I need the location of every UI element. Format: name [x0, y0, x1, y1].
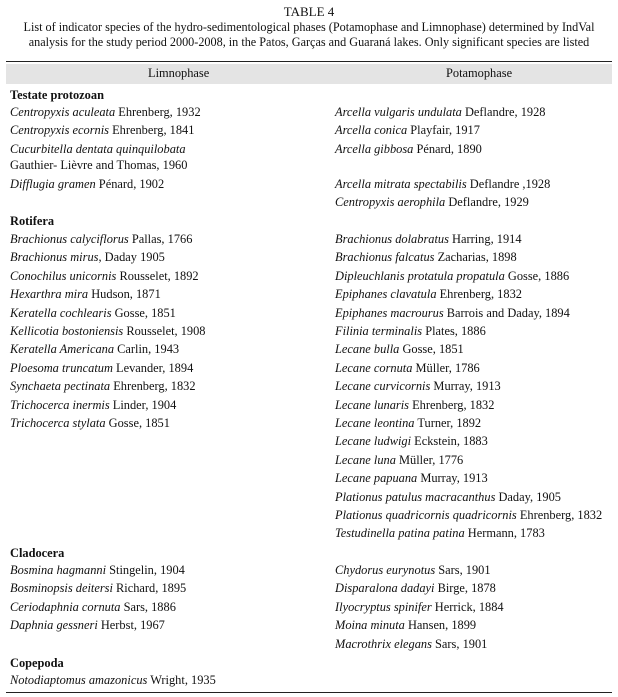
species-name: Difflugia gramen [10, 177, 96, 191]
species-name: Filinia terminalis [335, 324, 423, 338]
species-authority: Deflandre, 1929 [445, 195, 529, 210]
table-description: List of indicator species of the hydro-sedimentological phases (Potamophase and Limnophase) determined by IndVal analysis for the study period 2000-2008, in the Patos, Garças and Guaraná lakes. Only significant species are listed [23, 19, 595, 49]
species-entry [10, 415, 170, 431]
species-name: Trichocerca stylata [10, 416, 106, 430]
species-entry [335, 580, 496, 596]
column-header-bar [6, 64, 612, 84]
species-name: Ilyocryptus spinifer [335, 599, 432, 614]
species-authority: Rousselet, 1908 [123, 324, 206, 338]
species-entry [10, 104, 201, 120]
species-authority: Wright, 1935 [147, 673, 216, 687]
species-name: Cucurbitella dentata quinquilobata [10, 141, 186, 156]
species-authority: Pénard, 1890 [413, 141, 482, 156]
species-entry [335, 617, 476, 633]
species-name: Notodiaptomus amazonicus [10, 673, 148, 687]
species-entry [335, 231, 522, 247]
species-authority: Rousselet, 1892 [116, 268, 199, 283]
species-name: Arcella gibbosa [335, 141, 414, 156]
species-entry [335, 489, 561, 505]
species-name: Brachionus mirus [10, 250, 99, 265]
species-name: Lecane luna [335, 452, 396, 467]
species-entry [335, 599, 504, 615]
species-name: Arcella vulgaris undulata [335, 105, 462, 119]
species-name: Plationus patulus macracanthus [335, 489, 496, 504]
species-authority: Gauthier- Lièvre and Thomas, 1960 [10, 158, 188, 172]
species-entry [10, 378, 196, 394]
species-name: Lecane papuana [335, 471, 418, 486]
species-authority: Hermann, 1783 [464, 526, 545, 541]
species-authority: Daday, 1905 [495, 489, 561, 504]
species-authority: Murray, 1913 [417, 471, 488, 486]
species-authority: Levander, 1894 [112, 360, 194, 375]
species-entry [335, 433, 488, 449]
species-authority: Turner, 1892 [414, 416, 482, 430]
species-name: Brachionus calyciflorus [10, 232, 129, 246]
species-entry [335, 636, 487, 652]
species-name: Ceriodaphnia cornuta [10, 599, 121, 614]
species-authority: Gosse, 1851 [105, 416, 170, 430]
species-name: Lecane cornuta [335, 360, 413, 375]
species-authority: Herbst, 1967 [97, 618, 165, 633]
species-entry [10, 305, 176, 321]
species-entry [10, 323, 206, 339]
species-name: Bosminopsis deitersi [10, 581, 113, 596]
species-name: Centropyxis ecornis [10, 123, 109, 138]
species-authority: Sars, 1901 [435, 563, 491, 577]
species-entry [10, 341, 179, 357]
species-authority: Hudson, 1871 [88, 287, 161, 302]
species-entry [335, 249, 517, 265]
species-authority: Deflandre ,1928 [466, 177, 551, 191]
species-name: Testudinella patina patina [335, 526, 465, 541]
species-name: Daphnia gessneri [10, 618, 98, 633]
species-entry [335, 341, 464, 357]
species-authority: Gosse, 1851 [111, 305, 176, 320]
species-entry [335, 323, 486, 339]
species-name: Disparalona dadayi [335, 581, 435, 596]
species-entry [10, 360, 193, 376]
species-authority: Barrois and Daday, 1894 [443, 305, 570, 320]
species-authority: Birge, 1878 [434, 581, 496, 596]
species-authority: Stingelin, 1904 [106, 563, 185, 577]
species-name: Synchaeta pectinata [10, 379, 111, 394]
species-name: Epiphanes macrourus [335, 305, 444, 320]
species-authority: Gosse, 1851 [399, 342, 464, 357]
species-name: Trichocerca inermis [10, 397, 110, 412]
species-entry [335, 305, 570, 321]
group-heading-rotifera: Rotifera [10, 214, 55, 228]
species-name: Conochilus unicornis [10, 268, 117, 283]
species-entry [335, 562, 491, 578]
species-authority: Ehrenberg, 1832 [110, 379, 196, 394]
species-entry [10, 599, 176, 615]
species-authority: Harring, 1914 [448, 232, 522, 246]
species-entry [10, 672, 216, 688]
bottom-rule [6, 692, 612, 693]
species-entry [10, 231, 192, 247]
species-authority: , Daday 1905 [98, 250, 165, 265]
group-heading-testate: Testate protozoan [10, 88, 104, 102]
table-caption [0, 0, 618, 51]
species-entry [10, 617, 165, 633]
species-authority: Müller, 1786 [412, 360, 480, 375]
species-entry [10, 141, 186, 157]
species-authority: Herrick, 1884 [431, 599, 504, 614]
species-authority: Pénard, 1902 [95, 177, 165, 191]
species-entry [335, 141, 482, 157]
species-name: Keratella cochlearis [10, 305, 112, 320]
species-name: Chydorus eurynotus [335, 563, 436, 577]
species-authority: Playfair, 1917 [407, 123, 480, 138]
species-entry [335, 397, 494, 413]
species-authority: Hansen, 1899 [404, 618, 477, 633]
species-entry [10, 249, 165, 265]
top-rule [6, 61, 612, 62]
species-name: Moina minuta [335, 618, 405, 633]
species-authority: Ehrenberg, 1832 [436, 287, 522, 302]
species-entry [10, 122, 194, 138]
species-entry [335, 268, 569, 284]
species-entry [10, 157, 187, 173]
species-name: Centropyxis aerophila [335, 195, 446, 210]
species-entry [335, 507, 602, 523]
species-name: Lecane leontina [335, 416, 415, 430]
column-header-potamophase: Potamophase [446, 66, 513, 80]
species-name: Macrothrix elegans [335, 636, 432, 651]
species-authority: Plates, 1886 [422, 324, 486, 338]
species-entry [10, 580, 186, 596]
species-entry [335, 122, 480, 138]
species-entry [335, 104, 546, 120]
species-entry [335, 360, 480, 376]
species-authority: Zacharias, 1898 [434, 250, 517, 265]
species-name: Lecane curvicornis [335, 379, 431, 394]
species-name: Lecane lunaris [335, 397, 409, 412]
species-authority: Deflandre, 1928 [461, 105, 546, 119]
species-entry [335, 176, 550, 192]
species-name: Hexarthra mira [10, 287, 89, 302]
species-authority: Ehrenberg, 1832 [409, 397, 495, 412]
species-entry [335, 378, 501, 394]
species-entry [335, 194, 529, 210]
species-name: Ploesoma truncatum [10, 360, 113, 375]
species-authority: Eckstein, 1883 [411, 434, 488, 449]
species-name: Kellicotia bostoniensis [10, 324, 124, 338]
species-name: Plationus quadricornis quadricornis [335, 508, 517, 522]
table-label: TABLE 4 [283, 4, 335, 19]
species-name: Arcella mitrata spectabilis [335, 177, 467, 191]
species-entry [335, 525, 545, 541]
species-entry [10, 286, 161, 302]
species-authority: Ehrenberg, 1932 [115, 105, 201, 119]
species-entry [10, 397, 176, 413]
species-entry [335, 415, 481, 431]
species-authority: Gosse, 1886 [504, 268, 570, 283]
species-authority: Ehrenberg, 1832 [516, 508, 603, 522]
species-name: Lecane ludwigi [335, 434, 412, 449]
species-name: Dipleuchlanis protatula propatula [335, 268, 505, 283]
column-header-limnophase: Limnophase [148, 66, 210, 80]
species-name: Brachionus falcatus [335, 250, 435, 265]
species-authority: Müller, 1776 [395, 452, 464, 467]
species-entry [10, 562, 185, 578]
group-heading-copepoda: Copepoda [10, 656, 64, 670]
species-authority: Carlin, 1943 [114, 342, 180, 357]
species-name: Centropyxis aculeata [10, 105, 116, 119]
species-name: Lecane bulla [335, 342, 400, 357]
species-authority: Murray, 1913 [430, 379, 501, 394]
species-authority: Sars, 1901 [431, 636, 488, 651]
species-name: Epiphanes clavatula [335, 287, 437, 302]
species-authority: Ehrenberg, 1841 [109, 123, 195, 138]
species-entry [335, 452, 463, 468]
species-entry [10, 268, 199, 284]
species-entry [10, 176, 164, 192]
species-entry [335, 470, 488, 486]
species-name: Brachionus dolabratus [335, 232, 449, 246]
species-authority: Linder, 1904 [109, 397, 177, 412]
species-entry [335, 286, 522, 302]
species-authority: Pallas, 1766 [128, 232, 193, 246]
species-authority: Sars, 1886 [120, 599, 176, 614]
species-name: Bosmina hagmanni [10, 563, 107, 577]
species-name: Keratella Americana [10, 342, 115, 357]
species-authority: Richard, 1895 [112, 581, 187, 596]
species-name: Arcella conica [335, 123, 408, 138]
group-heading-cladocera: Cladocera [10, 546, 65, 560]
